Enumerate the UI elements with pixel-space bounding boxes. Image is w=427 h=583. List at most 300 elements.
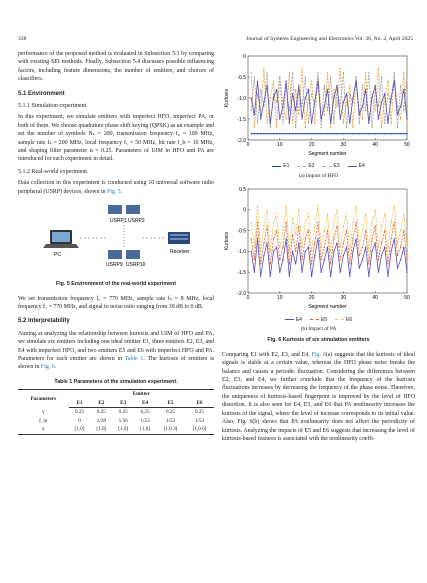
data-point-e4 [387,276,388,277]
data-point-e1 [311,133,312,134]
x-tick-label: 50 [404,295,410,302]
data-point-e3 [273,93,274,94]
data-point-e5 [273,238,274,239]
data-point-e1 [282,133,283,134]
data-point-e3 [270,127,271,128]
data-point-e3 [330,76,331,77]
table-row [18,408,214,417]
data-point-e1 [349,133,350,134]
y-axis-label: Kurtosis [224,232,230,251]
parameters-table [18,389,214,435]
data-point-e5 [375,226,376,227]
data-point-e3 [327,110,328,111]
data-point-e3 [289,110,290,111]
table-cell: 1/28 [96,417,106,424]
usrp9-label: USRP9 [106,262,123,269]
data-point-e6 [311,251,312,252]
data-point-e5 [295,251,296,252]
data-point-e3 [406,76,407,77]
data-point-e4 [282,259,283,260]
emitter-col: E6 [185,399,214,408]
table-cell: 1/53 [194,417,205,424]
fig6a-svg [222,50,415,158]
data-point-e4 [375,243,376,244]
data-point-e6 [295,234,296,235]
data-point-e2 [406,123,407,124]
data-point-e3 [292,72,293,73]
x-tick-label: 20 [308,142,315,148]
data-point-e5 [336,226,337,227]
table1-link[interactable]: Table 1 [124,355,144,362]
y-tick-label: -2.0 [237,291,246,298]
data-point-e3 [308,123,309,124]
data-point-e4 [257,238,258,239]
table-cell: 1/53 [165,417,176,424]
data-point-e1 [397,133,398,134]
data-point-e3 [333,123,334,124]
legend-label: E3 [333,163,340,170]
data-point-e4 [352,251,353,252]
legend-label: E4 [358,163,365,170]
data-point-e1 [359,133,360,134]
data-point-e1 [317,133,318,134]
data-point-e4 [400,106,401,107]
usrp1-device [108,205,122,214]
data-point-e4 [387,123,388,124]
y-tick-label: -1.0 [237,95,246,102]
emitter-col: E4 [134,399,156,408]
data-point-e6 [254,247,255,248]
data-point-e4 [276,89,277,90]
emitter-col: E1 [69,399,91,408]
data-point-e5 [276,230,277,231]
data-point-e4 [279,118,280,119]
data-point-e6 [343,226,344,227]
legend-entry-e1 [272,162,289,170]
data-point-e5 [394,222,395,223]
data-point-e1 [346,133,347,134]
subsection-heading-simulation: 5.1.1 Simulation experiment [18,103,87,110]
data-point-e4 [340,118,341,119]
data-point-e3 [340,106,341,107]
data-point-e6 [365,213,366,214]
data-point-e1 [324,133,325,134]
data-point-e1 [390,133,391,134]
data-point-e6 [289,251,290,252]
table-cell: 0.25 [140,409,150,416]
table1-caption: Table 1 Parameters of the simulation experiment. [54,378,178,385]
subsection-heading-real-world: 5.1.2 Real-world experiment [18,168,87,175]
data-point-e4 [352,97,353,98]
data-point-e4 [327,89,328,90]
data-point-e4 [317,81,318,82]
data-point-e2 [362,118,363,119]
data-point-e3 [403,110,404,111]
interpretability-paragraph [18,330,214,372]
data-point-e1 [330,133,331,134]
usrp9-device [108,250,122,259]
section-heading-environment: 5.1 Environment [18,90,65,97]
data-point-e1 [378,133,379,134]
data-point-e1 [260,133,261,134]
legend-label: E2 [308,163,315,170]
data-point-e5 [311,263,312,264]
usrp10-label: USRP10 [126,262,146,269]
data-point-e4 [285,238,286,239]
data-point-e3 [346,127,347,128]
real-params-paragraph: We set transmission frequency f₀ = 770 MHz, sample rate fₛ = 8 MHz, local frequency f꜀ = 770 MHz, and signal to noise ratio ranging from 30 dB to 0 dB. [18,295,214,310]
data-point-e5 [282,247,283,248]
data-point-e1 [314,133,315,134]
data-point-e6 [371,222,372,223]
legend-entry-e5 [310,316,327,324]
data-point-e6 [333,222,334,223]
data-point-e6 [260,251,261,252]
data-point-e4 [403,247,404,248]
legend-swatch [348,166,357,167]
interp-text-a: Aiming at analyzing the relationship between kurtosis and UIM of HFO and PA, we simulate six emitters including one ideal emitter E1, three emitters E2, E3, and E4 with imperfect HFO, and two emitters E5 and E6 with imperfect HFO and PA. Parameters for each emitter are shown in [18,330,214,362]
data-point-e4 [400,259,401,260]
legend-entry-e3 [323,162,340,170]
data-point-e6 [355,205,356,206]
data-point-e1 [336,133,337,134]
data-point-e4 [305,251,306,252]
data-point-e4 [390,251,391,252]
data-point-e6 [276,213,277,214]
data-point-e4 [273,97,274,98]
data-point-e3 [387,93,388,94]
data-point-e6 [362,230,363,231]
fig6a-chart [222,50,415,161]
data-point-e5 [406,259,407,260]
data-point-e6 [273,222,274,223]
fig5-svg [18,200,214,278]
data-point-e3 [266,72,267,73]
data-point-e4 [279,272,280,273]
fig6-link[interactable]: Fig. 6 [40,364,55,371]
data-point-e1 [365,133,366,134]
data-point-e1 [320,133,321,134]
data-point-e6 [279,247,280,248]
data-point-e4 [324,259,325,260]
data-point-e3 [400,85,401,86]
data-point-e3 [365,110,366,111]
data-point-e6 [330,251,331,252]
data-point-e5 [266,226,267,227]
data-point-e6 [327,213,328,214]
row-label: γ [42,408,45,415]
table-cell: 1/36 [118,417,128,424]
data-point-e5 [317,222,318,223]
data-point-e4 [378,272,379,273]
x-tick-label: 20 [308,295,315,302]
legend-label: E1 [283,163,290,170]
data-point-e4 [273,251,274,252]
data-point-e4 [371,97,372,98]
data-point-e4 [346,93,347,94]
data-point-e5 [270,263,271,264]
data-point-e5 [403,230,404,231]
data-point-e2 [270,97,271,98]
series-line-e5 [251,222,407,264]
data-point-e4 [384,247,385,248]
data-point-e3 [384,123,385,124]
table-cell: 0.25 [96,409,106,416]
data-point-e5 [352,238,353,239]
discussion-text-b: (a) suggests that the kurtosis of ideal signals is stable at a certain value, whereas the HFO phase noise breaks the balance and causes a periodic fluctuation. Considering the differences between E2, E3, and E4, we further conclude that the frequency of the kurtosis fluctuations increases by decreasing the frequency of the phase noise. Therefore, the uniqueness of kurtosis-based fingerprint is improved by the level of HFO distortion. It is also seen for E4, E5, and E6 that PA nonlinearity increases the kurtosis of the signal, where the level of increase corresponds to its initial value. Also, Fig. 6(b) shows that PA nonlinearity does not affect the periodicity of kurtosis. Analyzing the impacts of E5 and E6 suggests that increasing the level of kurtosis-based features is associated with the nonlinearity coeffi- [222,351,415,442]
data-point-e1 [387,133,388,134]
data-point-e4 [333,97,334,98]
data-point-e1 [308,133,309,134]
data-point-e2 [295,89,296,90]
data-point-e6 [270,251,271,252]
data-point-e6 [349,251,350,252]
emitter-col: E2 [90,399,112,408]
emitter-col: E3 [112,399,134,408]
data-point-e6 [308,213,309,214]
data-point-e4 [394,81,395,82]
data-point-e2 [250,72,251,73]
data-point-e3 [295,127,296,128]
x-tick-label: 30 [340,295,347,302]
data-point-e2 [352,127,353,128]
data-point-e4 [327,247,328,248]
data-point-e3 [276,102,277,103]
data-point-e3 [324,85,325,86]
data-point-e4 [403,89,404,90]
data-point-e2 [371,93,372,94]
data-point-e5 [289,263,290,264]
fig5-caption: Fig. 5 Environment of the real-world experiment [55,281,177,288]
data-point-e2 [266,123,267,124]
data-point-e6 [397,243,398,244]
legend-entry-e4 [285,316,302,324]
data-point-e4 [397,114,398,115]
data-point-e6 [381,226,382,227]
data-point-e3 [279,76,280,77]
series-line-e6 [251,206,407,252]
data-point-e5 [381,243,382,244]
fig6b-legend [222,316,415,324]
data-point-e1 [266,133,267,134]
data-point-e4 [260,118,261,119]
data-point-e1 [403,133,404,134]
row-label: f_m [39,417,48,424]
y-tick-label: -1.5 [237,270,246,277]
data-point-e1 [276,133,277,134]
data-point-e6 [368,251,369,252]
interp-text-c: . [54,364,57,371]
table-cell: [1,0.3] [156,425,185,434]
data-point-e4 [362,259,363,260]
data-point-e6 [336,209,337,210]
data-point-e6 [346,213,347,214]
data-point-e4 [263,255,264,256]
x-tick-label: 10 [277,295,283,302]
data-point-e1 [254,133,255,134]
fig5-diagram [18,200,214,278]
table-cell: 1/53 [140,417,150,424]
section-heading-interpretability: 5.2 Interpretability [18,318,70,325]
data-point-e4 [375,85,376,86]
data-point-e4 [311,276,312,277]
data-point-e2 [330,127,331,128]
data-point-e3 [320,127,321,128]
data-point-e2 [336,106,337,107]
page-number: 338 [18,36,27,42]
real-world-paragraph [18,179,214,196]
data-point-e5 [250,238,251,239]
data-point-e4 [355,238,356,239]
legend-swatch [310,319,319,320]
data-point-e1 [273,133,274,134]
real-text-part: Data collection in this experiment is conducted using 10 universal software radio peripheral (USRP) devices, shown in [18,180,214,195]
data-point-e3 [301,106,302,107]
y-tick-label: -0.5 [237,74,246,81]
data-point-e4 [276,247,277,248]
data-point-e2 [403,72,404,73]
usrp2-device [126,205,140,214]
data-point-e3 [371,127,372,128]
data-point-e1 [292,133,293,134]
simulation-paragraph: In this experiment, we simulate emitters with imperfect HFO, imperfect PA, or both of them. We choose quadrature phase shift keying (QPSK) as an example and set the number of symbols Nₛ = 200, transmission frequency f₀ = 100 MHz, sample rate fₛ = 200 MHz, local frequency f꜀ = 50 MHz, bit rate f_b = 10 MHz, and shaping filter parameter α = 0.25. Parameters of UIM in HFO and PA are introduced for each experiment in detail. [18,114,214,163]
data-point-e4 [301,272,302,273]
table-cell: 0.25 [194,409,205,416]
data-point-e3 [359,123,360,124]
data-point-e4 [254,114,255,115]
data-point-e5 [368,263,369,264]
data-point-e3 [378,106,379,107]
data-point-e5 [359,255,360,256]
table-cell: 0.25 [118,409,128,416]
table-cell: 0.25 [165,409,176,416]
receiver-label: Receiver [170,249,190,256]
data-point-e6 [266,209,267,210]
table-cell: 0 [78,417,81,424]
y-tick-label: -1.5 [237,116,246,123]
data-point-e4 [368,123,369,124]
data-point-e4 [355,81,356,82]
y-tick-label: -0.5 [237,228,246,235]
data-point-e6 [403,213,404,214]
data-point-e4 [301,118,302,119]
emitter-col: E5 [156,399,185,408]
data-point-e6 [375,209,376,210]
data-point-e3 [397,127,398,128]
data-point-e4 [394,238,395,239]
data-point-e1 [289,133,290,134]
data-point-e1 [368,133,369,134]
y-tick-label: 0 [243,207,246,214]
row-label: a [18,425,69,434]
data-point-e6 [406,247,407,248]
x-tick-label: 40 [372,295,378,302]
data-point-e2 [314,123,315,124]
data-point-e2 [400,118,401,119]
x-tick-label: 50 [404,142,410,148]
data-point-e2 [349,85,350,86]
data-point-e4 [254,272,255,273]
data-point-e4 [285,81,286,82]
data-point-e4 [308,247,309,248]
data-point-e6 [298,209,299,210]
data-point-e1 [343,133,344,134]
usrp10-device [126,250,140,259]
data-point-e5 [308,230,309,231]
data-point-e1 [285,133,286,134]
data-point-e1 [406,133,407,134]
table-row [18,417,214,426]
data-point-e4 [368,276,369,277]
data-point-e3 [311,93,312,94]
data-point-e1 [371,133,372,134]
data-point-e2 [254,127,255,128]
legend-label: E6 [346,316,353,323]
data-point-e3 [305,76,306,77]
data-point-e6 [390,222,391,223]
data-point-e3 [317,72,318,73]
legend-swatch [323,166,332,167]
data-point-e2 [298,114,299,115]
pc-label: PC [54,252,61,259]
fig6-link[interactable]: Fig. 6 [311,351,326,358]
fig6b-caption: (b) Impact of PA [300,326,337,333]
data-point-e2 [375,110,376,111]
fig6b-chart [222,183,415,314]
data-point-e4 [343,255,344,256]
data-point-e5 [279,259,280,260]
data-point-e2 [378,68,379,69]
data-point-e3 [362,85,363,86]
data-point-e5 [371,238,372,239]
data-point-e5 [305,238,306,239]
data-point-e4 [330,276,331,277]
data-point-e1 [263,133,264,134]
data-point-e4 [282,106,283,107]
data-point-e4 [317,238,318,239]
fig5-link[interactable]: Fig. 5 [107,188,121,195]
data-point-e4 [250,97,251,98]
data-point-e6 [285,205,286,206]
data-point-e6 [317,205,318,206]
data-point-e4 [378,118,379,119]
data-point-e5 [324,247,325,248]
data-point-e2 [381,127,382,128]
data-point-e3 [250,110,251,111]
data-point-e4 [298,243,299,244]
param-header: Parameters [18,390,69,408]
intro-paragraph: performance of the proposed method is evaluated in Subsection 5.3 by comparing with existing SEI methods. Finally, Subsection 5.4 discusses possible influencing factors, including feature dimensions, the number of emitters, and choices of classifiers. [18,51,214,83]
data-point-e6 [282,230,283,231]
data-point-e4 [381,102,382,103]
data-point-e5 [257,222,258,223]
data-point-e5 [301,259,302,260]
data-point-e1 [340,133,341,134]
legend-entry-e6 [335,316,352,324]
data-point-e3 [355,76,356,77]
data-point-e4 [289,123,290,124]
real-text-end: . [120,188,123,195]
data-point-e4 [390,97,391,98]
data-point-e6 [301,247,302,248]
data-point-e2 [305,127,306,128]
data-point-e5 [263,243,264,244]
x-tick-label: 30 [340,142,347,148]
data-point-e4 [384,93,385,94]
data-point-e4 [305,97,306,98]
data-point-e5 [384,230,385,231]
data-point-e5 [292,234,293,235]
